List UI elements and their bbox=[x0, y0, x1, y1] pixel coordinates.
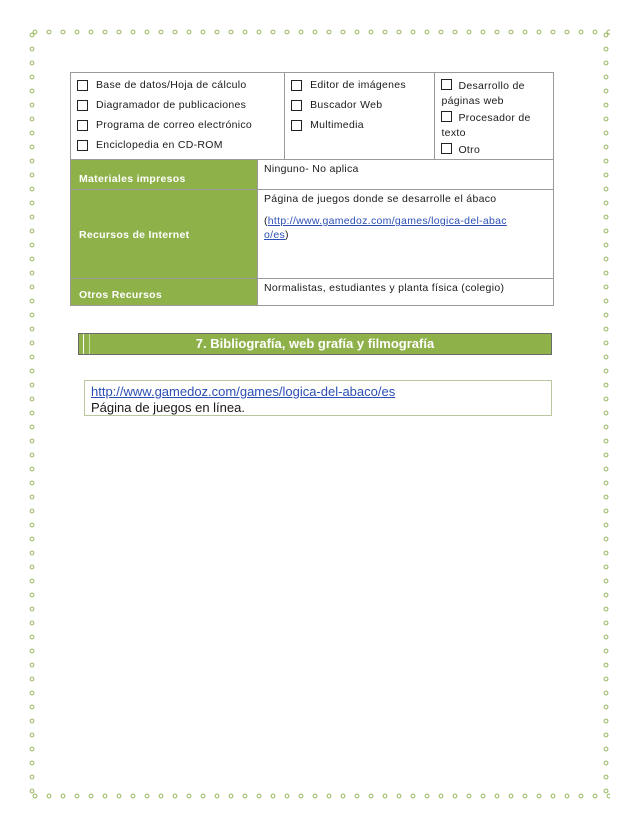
checkbox-item[interactable]: Diagramador de publicaciones bbox=[77, 99, 278, 111]
checkbox-item[interactable]: Desarrollo de páginas web bbox=[441, 80, 525, 107]
checkbox-icon[interactable] bbox=[291, 80, 302, 91]
other-resources-row bbox=[70, 279, 554, 306]
heading-inner-line bbox=[89, 334, 90, 354]
checkbox-icon[interactable] bbox=[77, 140, 88, 151]
checkbox-icon[interactable] bbox=[441, 111, 452, 122]
checkbox-icon[interactable] bbox=[441, 79, 452, 90]
checkbox-item[interactable]: Otro bbox=[441, 143, 547, 158]
checkbox-item[interactable]: Multimedia bbox=[291, 119, 428, 131]
internet-resource-link[interactable]: http://www.gamedoz.com/games/logica-del-abaco/es bbox=[264, 215, 507, 241]
checkbox-icon[interactable] bbox=[77, 80, 88, 91]
checkbox-item[interactable]: Enciclopedia en CD-ROM bbox=[77, 139, 278, 151]
page-border-left bbox=[28, 28, 36, 800]
page-border-right bbox=[602, 28, 610, 800]
section-heading bbox=[78, 333, 552, 355]
resources-table bbox=[70, 72, 554, 306]
row-label: Recursos de Internet bbox=[71, 190, 258, 278]
internet-resources-row bbox=[70, 190, 554, 279]
row-label: Materiales impresos bbox=[71, 160, 258, 189]
internet-resource-description: Página de juegos donde se desarrolle el ábaco bbox=[264, 193, 497, 205]
bibliography-box bbox=[84, 380, 552, 416]
checkbox-icon[interactable] bbox=[441, 143, 452, 154]
tools-checkbox-row bbox=[70, 72, 554, 160]
checkbox-item[interactable]: Buscador Web bbox=[291, 99, 428, 111]
tools-column-3 bbox=[435, 73, 553, 159]
page-border-bottom bbox=[28, 792, 610, 800]
row-label: Otros Recursos bbox=[71, 279, 258, 305]
checkbox-item[interactable]: Editor de imágenes bbox=[291, 79, 428, 91]
checkbox-icon[interactable] bbox=[291, 100, 302, 111]
checkbox-item[interactable]: Base de datos/Hoja de cálculo bbox=[77, 79, 278, 91]
checkbox-icon[interactable] bbox=[77, 120, 88, 131]
checkbox-icon[interactable] bbox=[77, 100, 88, 111]
section-title: 7. Bibliografía, web grafía y filmografía bbox=[195, 336, 435, 351]
row-value: Ninguno- No aplica bbox=[264, 163, 359, 175]
internet-resource-link-wrap: (http://www.gamedoz.com/games/logica-del-abaco/es) bbox=[264, 215, 507, 241]
checkbox-item[interactable]: Programa de correo electrónico bbox=[77, 119, 278, 131]
heading-inner-line bbox=[83, 334, 84, 354]
bibliography-link[interactable]: http://www.gamedoz.com/games/logica-del-abaco/es bbox=[91, 384, 396, 399]
printed-materials-row bbox=[70, 160, 554, 190]
row-value: Normalistas, estudiantes y planta física (colegio) bbox=[264, 282, 505, 294]
row-value bbox=[258, 190, 553, 278]
tools-column-2 bbox=[285, 73, 435, 159]
checkbox-item[interactable]: Procesador de texto bbox=[441, 112, 531, 139]
bibliography-description: Página de juegos en línea. bbox=[91, 400, 245, 415]
tools-column-1 bbox=[71, 73, 285, 159]
checkbox-icon[interactable] bbox=[291, 120, 302, 131]
page-border-top bbox=[28, 28, 610, 36]
